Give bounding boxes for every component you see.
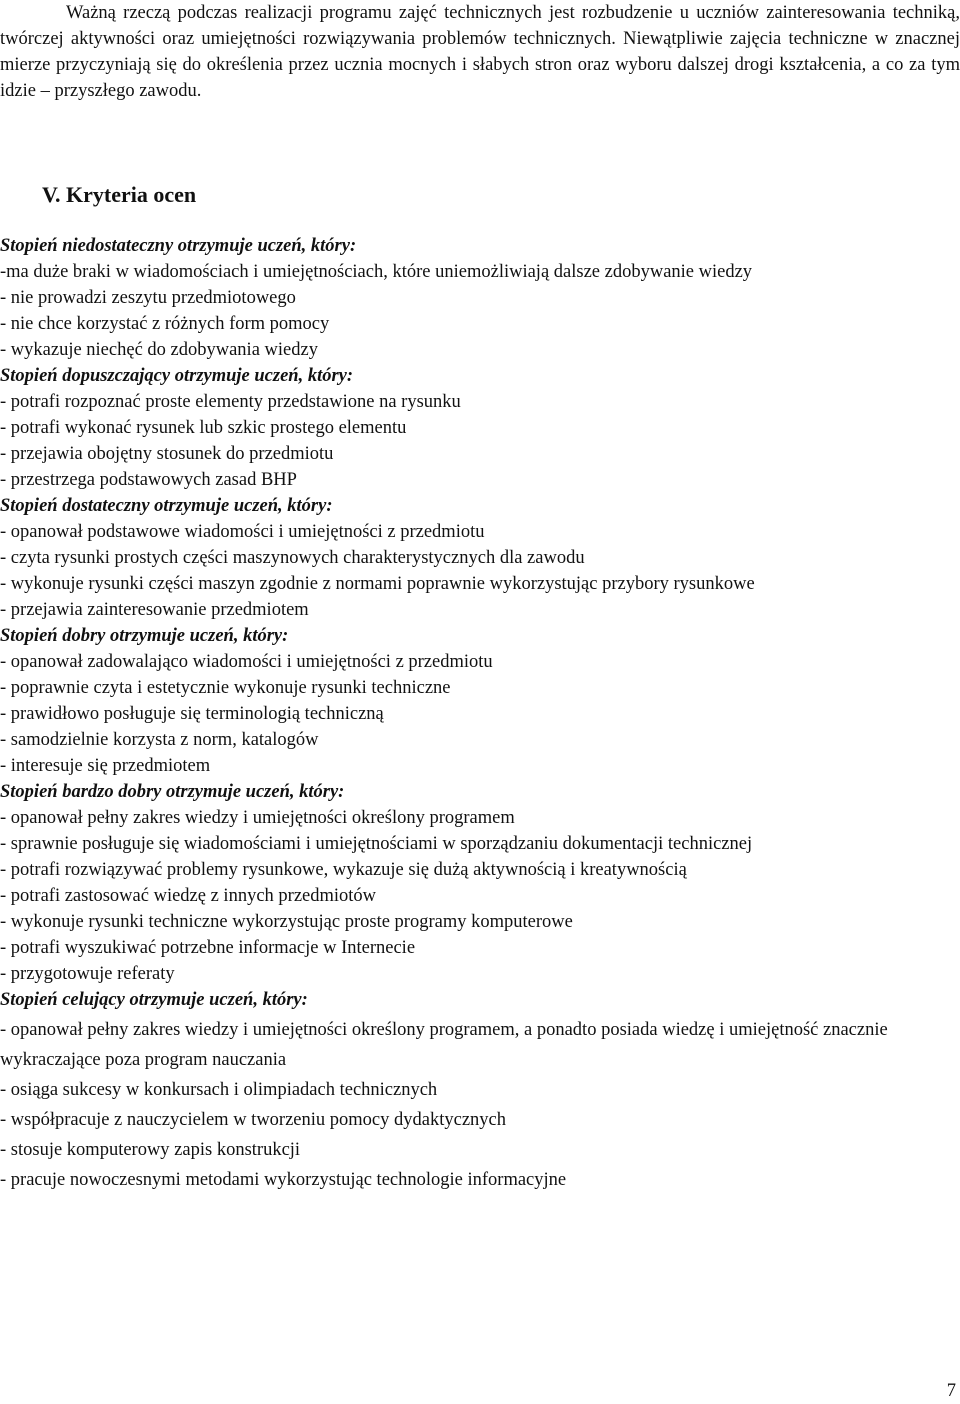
criteria-item: - nie prowadzi zeszytu przedmiotowego	[0, 288, 296, 308]
criteria-item: - potrafi zastosować wiedzę z innych przedmiotów	[0, 886, 377, 906]
page-number: 7	[946, 1381, 956, 1401]
criteria-item: - wykonuje rysunki części maszyn zgodnie z normami poprawnie wykorzystując przybory rysunkowe	[0, 574, 755, 594]
grade-heading: Stopień dostateczny otrzymuje uczeń, który:	[0, 496, 333, 516]
criteria-item: - potrafi wykonać rysunek lub szkic prostego elementu	[0, 418, 407, 438]
criteria-item: - opanował podstawowe wiadomości i umiejętności z przedmiotu	[0, 522, 485, 542]
criteria-item: - czyta rysunki prostych części maszynowych charakterystycznych dla zawodu	[0, 548, 585, 568]
grade-heading: Stopień dobry otrzymuje uczeń, który:	[0, 626, 289, 646]
criteria-item: - przygotowuje referaty	[0, 964, 175, 984]
criteria-item: - potrafi rozpoznać proste elementy przedstawione na rysunku	[0, 392, 461, 412]
grade-block-dopuszczajacy	[0, 363, 960, 493]
criteria-item: - przejawia zainteresowanie przedmiotem	[0, 600, 309, 620]
criteria-item: - współpracuje z nauczycielem w tworzeniu pomocy dydaktycznych	[0, 1110, 506, 1130]
criteria-item: - opanował pełny zakres wiedzy i umiejętności określony programem	[0, 808, 515, 828]
criteria-item: - prawidłowo posługuje się terminologią techniczną	[0, 704, 384, 724]
criteria-item: - opanował zadowalająco wiadomości i umiejętności z przedmiotu	[0, 652, 493, 672]
intro-paragraph	[0, 0, 960, 104]
criteria-item: - pracuje nowoczesnymi metodami wykorzystując technologie informacyjne	[0, 1170, 567, 1190]
criteria-item: - wykazuje niechęć do zdobywania wiedzy	[0, 340, 318, 360]
criteria-item: - potrafi rozwiązywać problemy rysunkowe, wykazuje się dużą aktywnością i kreatywnością	[0, 860, 687, 880]
criteria-item: - przestrzega podstawowych zasad BHP	[0, 470, 297, 490]
intro-text: Ważną rzeczą podczas realizacji programu zajęć technicznych jest rozbudzenie u uczniów zainteresowania techniką, twórczej aktywności oraz umiejętności rozwiązywania problemów technicznych. Niewątpliwie zajęcia techniczne w znacznej mierze przyczyniają się do określenia przez ucznia mocnych i słabych stron oraz wyboru dalszej drogi kształcenia, a co za tym idzie – przyszłego zawodu.	[0, 3, 960, 101]
criteria-item: - opanował pełny zakres wiedzy i umiejętności określony programem, a ponadto posiada wiedzę i umiejętność znacznie wykraczające poza program nauczania	[0, 1020, 888, 1070]
criteria-item: - interesuje się przedmiotem	[0, 756, 211, 776]
criteria-item: - poprawnie czyta i estetycznie wykonuje rysunki techniczne	[0, 678, 451, 698]
criteria-item: -ma duże braki w wiadomościach i umiejętnościach, które uniemożliwiają dalsze zdobywanie wiedzy	[0, 262, 753, 282]
criteria-item: - potrafi wyszukiwać potrzebne informacje w Internecie	[0, 938, 416, 958]
grade-heading: Stopień celujący otrzymuje uczeń, który:	[0, 990, 308, 1010]
grade-block-dobry	[0, 623, 960, 779]
criteria-item: - osiąga sukcesy w konkursach i olimpiadach technicznych	[0, 1080, 438, 1100]
section-title: V. Kryteria ocen	[42, 182, 197, 207]
grade-block-niedostateczny	[0, 233, 960, 363]
criteria-item: - sprawnie posługuje się wiadomościami i umiejętnościami w sporządzaniu dokumentacji technicznej	[0, 834, 753, 854]
grade-heading: Stopień bardzo dobry otrzymuje uczeń, który:	[0, 782, 345, 802]
grading-criteria	[0, 233, 960, 1195]
criteria-item: - stosuje komputerowy zapis konstrukcji	[0, 1140, 301, 1160]
criteria-item: - nie chce korzystać z różnych form pomocy	[0, 314, 330, 334]
grade-block-dostateczny	[0, 493, 960, 623]
criteria-item: - przejawia obojętny stosunek do przedmiotu	[0, 444, 334, 464]
grade-heading: Stopień dopuszczający otrzymuje uczeń, który:	[0, 366, 354, 386]
grade-heading: Stopień niedostateczny otrzymuje uczeń, który:	[0, 236, 357, 256]
grade-block-celujacy	[0, 987, 960, 1195]
grade-block-bardzo-dobry	[0, 779, 960, 987]
criteria-item: - wykonuje rysunki techniczne wykorzystując proste programy komputerowe	[0, 912, 573, 932]
criteria-item: - samodzielnie korzysta z norm, katalogów	[0, 730, 319, 750]
